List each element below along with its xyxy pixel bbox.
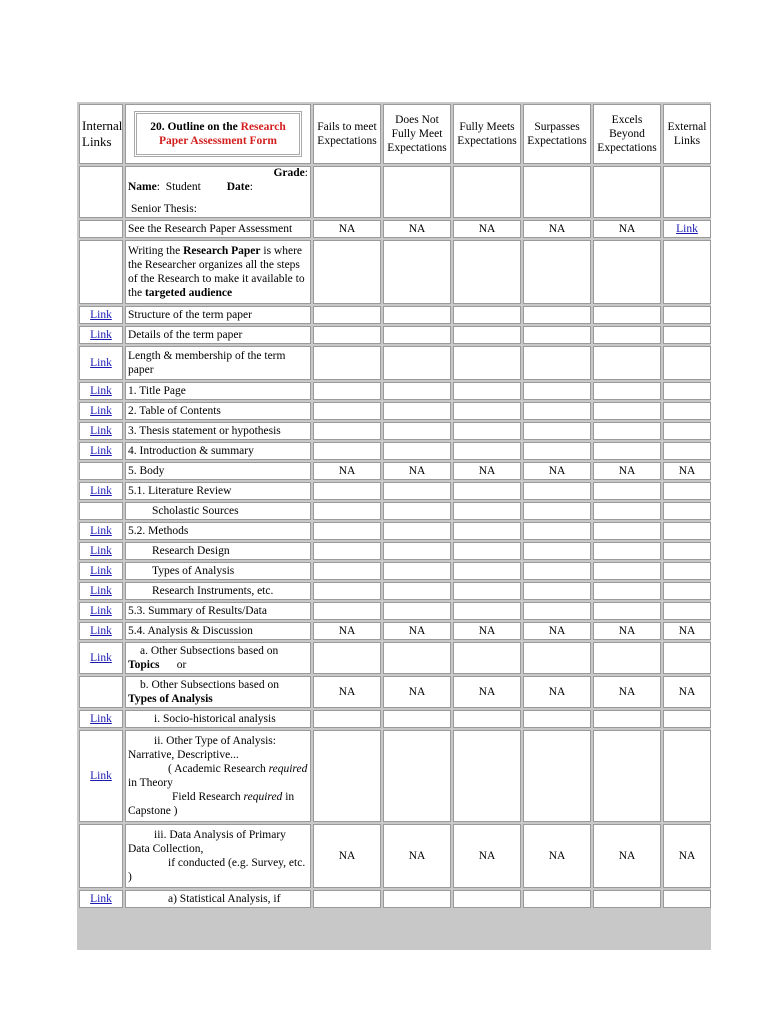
rating-cell bbox=[593, 642, 661, 674]
rating-cell bbox=[313, 240, 381, 304]
rating-cell bbox=[383, 522, 451, 540]
rating-cell bbox=[523, 482, 591, 500]
rating-cell bbox=[453, 710, 521, 728]
rating-cell bbox=[453, 642, 521, 674]
rating-cell bbox=[79, 220, 123, 238]
internal-link[interactable]: Link bbox=[79, 622, 123, 640]
rating-cell bbox=[383, 402, 451, 420]
internal-link[interactable]: Link bbox=[79, 602, 123, 620]
rating-cell bbox=[663, 542, 711, 560]
rating-cell bbox=[453, 306, 521, 324]
table-row: Link Structure of the term paper bbox=[79, 306, 711, 324]
rating-cell bbox=[313, 442, 381, 460]
table-row: Link a. Other Subsections based on Topics or bbox=[79, 642, 711, 674]
rating-cell bbox=[313, 346, 381, 380]
rating-cell bbox=[313, 502, 381, 520]
rating-cell bbox=[453, 582, 521, 600]
rating-cell: NA bbox=[593, 622, 661, 640]
rating-cell bbox=[523, 710, 591, 728]
rating-cell: NA bbox=[523, 676, 591, 708]
rating-cell bbox=[453, 240, 521, 304]
internal-link[interactable]: Link bbox=[79, 642, 123, 674]
rating-cell bbox=[383, 562, 451, 580]
table-row: Link 2. Table of Contents bbox=[79, 402, 711, 420]
rating-cell bbox=[593, 306, 661, 324]
rating-cell bbox=[453, 166, 521, 218]
rating-cell: NA bbox=[663, 824, 711, 888]
rating-cell bbox=[663, 326, 711, 344]
rating-cell bbox=[453, 602, 521, 620]
rating-cell bbox=[593, 482, 661, 500]
internal-link[interactable]: Link bbox=[79, 442, 123, 460]
rating-cell bbox=[79, 824, 123, 888]
rating-cell bbox=[383, 326, 451, 344]
student-info-row bbox=[79, 166, 711, 218]
rating-cell bbox=[313, 166, 381, 218]
rating-cell bbox=[313, 710, 381, 728]
rating-cell bbox=[383, 382, 451, 400]
rating-cell bbox=[663, 890, 711, 908]
rating-cell bbox=[453, 326, 521, 344]
rating-cell bbox=[593, 710, 661, 728]
rating-cell bbox=[453, 482, 521, 500]
rating-cell: NA bbox=[523, 462, 591, 480]
rating-cell bbox=[523, 422, 591, 440]
table-row: Link 4. Introduction & summary bbox=[79, 442, 711, 460]
rating-cell bbox=[663, 522, 711, 540]
rating-cell bbox=[383, 240, 451, 304]
table-row: b. Other Subsections based on Types of Analysis NA NA NA NA NA NA bbox=[79, 676, 711, 708]
rating-cell bbox=[663, 582, 711, 600]
rating-cell bbox=[79, 676, 123, 708]
rating-cell bbox=[663, 482, 711, 500]
table-row: Link i. Socio-historical analysis bbox=[79, 710, 711, 728]
rating-cell bbox=[523, 730, 591, 822]
rating-cell: NA bbox=[383, 462, 451, 480]
rating-cell bbox=[523, 326, 591, 344]
rating-cell bbox=[383, 542, 451, 560]
form-title: 20. Outline on the Research Paper Assessment Form bbox=[134, 111, 302, 157]
internal-link[interactable]: Link bbox=[79, 890, 123, 908]
rating-cell: NA bbox=[593, 462, 661, 480]
internal-link[interactable]: Link bbox=[79, 542, 123, 560]
table-row: Link Research Design bbox=[79, 542, 711, 560]
rating-cell: NA bbox=[313, 622, 381, 640]
rating-cell bbox=[663, 642, 711, 674]
rating-cell bbox=[453, 522, 521, 540]
table-row: Link a) Statistical Analysis, if bbox=[79, 890, 711, 908]
table-row: Link Length & membership of the term paper bbox=[79, 346, 711, 380]
rating-cell: NA bbox=[313, 220, 381, 238]
table-row: iii. Data Analysis of Primary Data Collection, if conducted (e.g. Survey, etc. ) NA NA NA NA NA NA bbox=[79, 824, 711, 888]
table-row: See the Research Paper Assessment NA NA NA NA NA Link bbox=[79, 220, 711, 238]
rating-cell bbox=[313, 642, 381, 674]
rating-cell bbox=[453, 442, 521, 460]
external-link[interactable]: Link bbox=[663, 220, 711, 238]
rating-cell bbox=[383, 582, 451, 600]
internal-link[interactable]: Link bbox=[79, 582, 123, 600]
rating-cell bbox=[453, 402, 521, 420]
rating-cell: NA bbox=[313, 462, 381, 480]
rating-cell: NA bbox=[383, 622, 451, 640]
rating-cell bbox=[453, 890, 521, 908]
rating-cell: NA bbox=[523, 622, 591, 640]
rating-cell bbox=[453, 422, 521, 440]
rating-cell bbox=[523, 602, 591, 620]
rating-cell bbox=[453, 562, 521, 580]
rating-cell bbox=[79, 240, 123, 304]
internal-link[interactable]: Link bbox=[79, 562, 123, 580]
rating-cell bbox=[383, 346, 451, 380]
rating-cell bbox=[593, 562, 661, 580]
rating-cell bbox=[593, 522, 661, 540]
rating-cell bbox=[383, 502, 451, 520]
internal-link[interactable]: Link bbox=[79, 326, 123, 344]
internal-link[interactable]: Link bbox=[79, 382, 123, 400]
external-links-header: External Links bbox=[663, 104, 711, 164]
rating-cell: NA bbox=[523, 824, 591, 888]
rating-cell: NA bbox=[313, 676, 381, 708]
rating-cell bbox=[79, 502, 123, 520]
fails-header: Fails to meet Expectations bbox=[313, 104, 381, 164]
table-row: Link 1. Title Page bbox=[79, 382, 711, 400]
rating-cell: NA bbox=[453, 220, 521, 238]
form-title-cell bbox=[125, 104, 311, 164]
table-row bbox=[79, 240, 711, 304]
surpasses-header: Surpasses Expectations bbox=[523, 104, 591, 164]
rating-cell bbox=[593, 326, 661, 344]
rating-cell bbox=[663, 382, 711, 400]
table-row: Link ii. Other Type of Analysis: Narrative, Descriptive... ( Academic Research required in Theory Field Research required in Capstone ) bbox=[79, 730, 711, 822]
rating-cell: NA bbox=[313, 824, 381, 888]
table-row: 5. Body NA NA NA NA NA NA bbox=[79, 462, 711, 480]
rating-cell bbox=[593, 422, 661, 440]
rating-cell bbox=[523, 582, 591, 600]
rating-cell bbox=[593, 730, 661, 822]
table-row: Link Research Instruments, etc. bbox=[79, 582, 711, 600]
internal-link[interactable]: Link bbox=[79, 422, 123, 440]
rating-cell bbox=[313, 730, 381, 822]
rating-cell bbox=[453, 502, 521, 520]
rating-cell bbox=[523, 502, 591, 520]
table-row: Link Details of the term paper bbox=[79, 326, 711, 344]
internal-link[interactable]: Link bbox=[79, 710, 123, 728]
fully-meets-header: Fully Meets Expectations bbox=[453, 104, 521, 164]
rating-cell bbox=[523, 346, 591, 380]
rating-cell bbox=[453, 346, 521, 380]
rating-cell bbox=[593, 402, 661, 420]
internal-link[interactable]: Link bbox=[79, 482, 123, 500]
rating-cell bbox=[313, 602, 381, 620]
rating-cell bbox=[313, 582, 381, 600]
rating-cell: NA bbox=[383, 824, 451, 888]
rating-cell bbox=[523, 382, 591, 400]
rating-cell bbox=[523, 402, 591, 420]
rating-cell bbox=[523, 306, 591, 324]
rating-cell bbox=[313, 482, 381, 500]
rating-cell bbox=[523, 240, 591, 304]
rating-cell bbox=[313, 542, 381, 560]
internal-link[interactable]: Link bbox=[79, 402, 123, 420]
rating-cell bbox=[523, 166, 591, 218]
excels-header: Excels Beyond Expectations bbox=[593, 104, 661, 164]
rating-cell bbox=[523, 522, 591, 540]
rating-cell bbox=[313, 890, 381, 908]
intro-text: Writing the Research Paper is where the Researcher organizes all the steps of the Research to make it available to the targeted audience bbox=[125, 240, 311, 304]
rating-cell bbox=[593, 602, 661, 620]
rating-cell: NA bbox=[383, 220, 451, 238]
rating-cell bbox=[663, 306, 711, 324]
table-row: Link 5.4. Analysis & Discussion NA NA NA NA NA NA bbox=[79, 622, 711, 640]
rating-cell bbox=[593, 240, 661, 304]
rating-cell bbox=[383, 442, 451, 460]
internal-link[interactable]: Link bbox=[79, 346, 123, 380]
rating-cell bbox=[383, 422, 451, 440]
rating-cell bbox=[453, 730, 521, 822]
rating-cell bbox=[523, 542, 591, 560]
rating-cell bbox=[313, 306, 381, 324]
rating-cell bbox=[663, 442, 711, 460]
rating-cell bbox=[593, 502, 661, 520]
rating-cell bbox=[383, 710, 451, 728]
rating-cell bbox=[313, 562, 381, 580]
rating-cell bbox=[593, 442, 661, 460]
assessment-table bbox=[77, 102, 711, 910]
internal-links-header: Internal Links bbox=[79, 104, 123, 164]
rating-cell bbox=[593, 890, 661, 908]
assessment-table-frame bbox=[77, 102, 711, 950]
rating-cell: NA bbox=[593, 676, 661, 708]
rating-cell: NA bbox=[453, 824, 521, 888]
internal-link[interactable]: Link bbox=[79, 730, 123, 822]
table-row: Link 5.2. Methods bbox=[79, 522, 711, 540]
rating-cell bbox=[663, 422, 711, 440]
rating-cell: NA bbox=[383, 676, 451, 708]
rating-cell bbox=[383, 730, 451, 822]
rating-cell bbox=[453, 542, 521, 560]
table-row: Link Types of Analysis bbox=[79, 562, 711, 580]
rating-cell bbox=[593, 166, 661, 218]
table-row: Link 5.1. Literature Review bbox=[79, 482, 711, 500]
rating-cell bbox=[383, 602, 451, 620]
rating-cell bbox=[593, 582, 661, 600]
rating-cell bbox=[663, 730, 711, 822]
rating-cell: NA bbox=[663, 462, 711, 480]
rating-cell bbox=[663, 166, 711, 218]
table-row: Link 5.3. Summary of Results/Data bbox=[79, 602, 711, 620]
rating-cell bbox=[593, 346, 661, 380]
rating-cell bbox=[593, 542, 661, 560]
rating-cell: NA bbox=[593, 824, 661, 888]
does-not-meet-header: Does Not Fully Meet Expectations bbox=[383, 104, 451, 164]
header-row bbox=[79, 104, 711, 164]
rating-cell: NA bbox=[663, 622, 711, 640]
rating-cell: NA bbox=[453, 676, 521, 708]
rating-cell bbox=[523, 642, 591, 674]
rating-cell bbox=[523, 890, 591, 908]
rating-cell bbox=[383, 642, 451, 674]
rating-cell: NA bbox=[523, 220, 591, 238]
rating-cell bbox=[663, 346, 711, 380]
rating-cell: NA bbox=[453, 622, 521, 640]
table-row: Scholastic Sources bbox=[79, 502, 711, 520]
internal-link[interactable]: Link bbox=[79, 522, 123, 540]
rating-cell bbox=[313, 522, 381, 540]
rating-cell bbox=[313, 382, 381, 400]
rating-cell bbox=[383, 482, 451, 500]
rating-cell bbox=[79, 462, 123, 480]
rating-cell bbox=[663, 402, 711, 420]
rating-cell bbox=[313, 326, 381, 344]
student-info-cell: Grade: Name: Student Date: Senior Thesis: bbox=[125, 166, 311, 218]
rating-cell bbox=[313, 402, 381, 420]
rating-cell bbox=[523, 562, 591, 580]
rating-cell bbox=[663, 502, 711, 520]
rating-cell bbox=[663, 710, 711, 728]
table-row: Link 3. Thesis statement or hypothesis bbox=[79, 422, 711, 440]
rating-cell bbox=[453, 382, 521, 400]
rating-cell bbox=[663, 240, 711, 304]
rating-cell bbox=[313, 422, 381, 440]
rating-cell bbox=[523, 442, 591, 460]
rating-cell: NA bbox=[663, 676, 711, 708]
rating-cell bbox=[663, 602, 711, 620]
rating-cell bbox=[383, 890, 451, 908]
rating-cell bbox=[383, 306, 451, 324]
internal-link[interactable]: Link bbox=[79, 306, 123, 324]
rating-cell bbox=[663, 562, 711, 580]
rating-cell: NA bbox=[593, 220, 661, 238]
rating-cell: NA bbox=[453, 462, 521, 480]
rating-cell bbox=[383, 166, 451, 218]
rating-cell bbox=[593, 382, 661, 400]
